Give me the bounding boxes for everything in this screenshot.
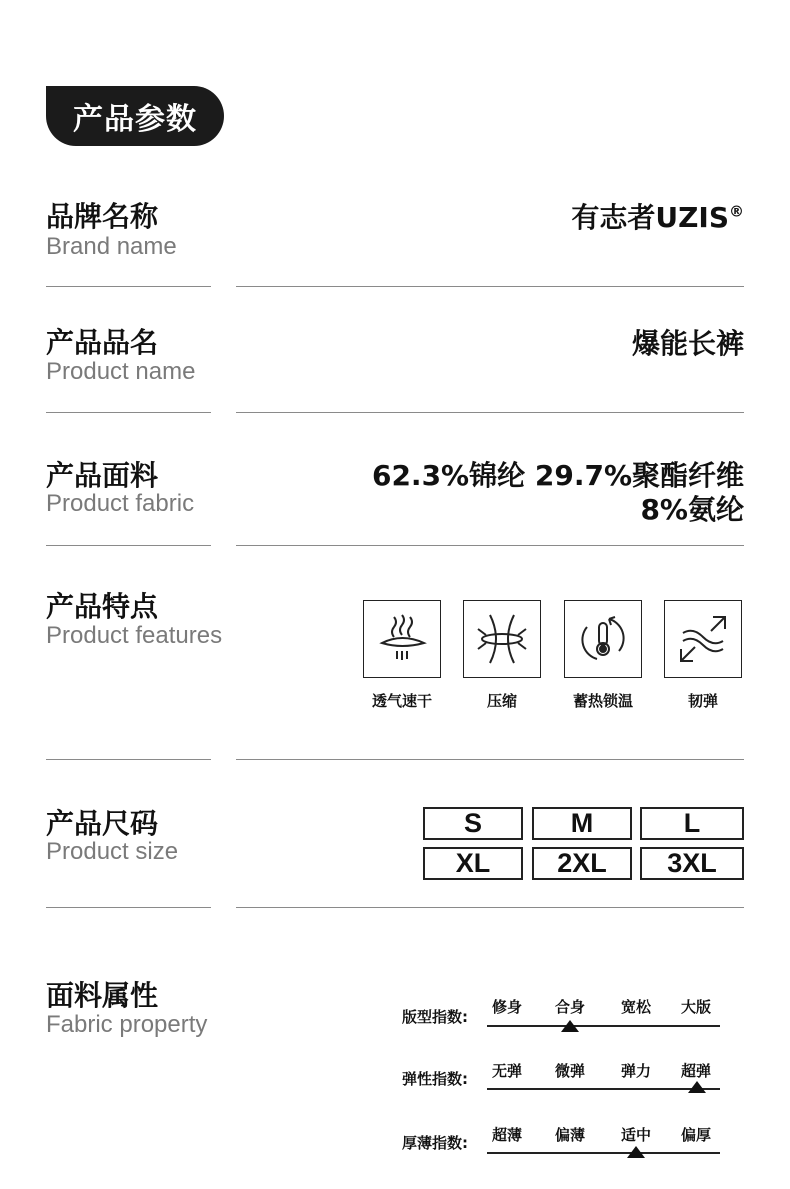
- thickness-index-label: 厚薄指数:: [402, 1134, 468, 1152]
- size-3xl: 3XL: [640, 847, 744, 880]
- thickness-option: 超薄: [491, 1126, 522, 1144]
- fabric-value: [372, 459, 744, 526]
- elastic-icon: [664, 600, 742, 678]
- elasticity-option: 超弹: [680, 1062, 711, 1080]
- fabric-label-en: Product fabric: [46, 490, 195, 517]
- size-xl: XL: [423, 847, 523, 880]
- divider: [236, 907, 744, 908]
- section-title: 产品参数: [46, 86, 224, 146]
- thermal-icon: [564, 600, 642, 678]
- feature-compression: [463, 600, 541, 711]
- divider: [46, 545, 211, 546]
- elasticity-option: 无弹: [491, 1062, 522, 1080]
- thickness-indicator-icon: [627, 1146, 645, 1158]
- feature-breathable: [363, 600, 441, 711]
- feature-thermal: [564, 600, 642, 711]
- feature-label: 韧弹: [687, 692, 718, 710]
- feature-label: 蓄热锁温: [572, 692, 633, 710]
- name-label-en: Product name: [46, 358, 196, 385]
- fit-index-label: 版型指数:: [402, 1008, 468, 1026]
- brand-value-text: 有志者UZIS: [571, 201, 729, 234]
- fit-option: 大版: [680, 998, 711, 1016]
- elasticity-index-label: 弹性指数:: [402, 1070, 468, 1088]
- brand-value: [571, 201, 744, 235]
- elasticity-option: 微弹: [554, 1062, 585, 1080]
- brand-label-en: Brand name: [46, 233, 177, 260]
- name-label-zh: 产品品名: [46, 326, 159, 359]
- fit-scale-track: [487, 1025, 720, 1027]
- size-l: L: [640, 807, 744, 840]
- elasticity-indicator-icon: [688, 1081, 706, 1093]
- divider: [46, 412, 211, 413]
- fabric-value-line1: 62.3%锦纶 29.7%聚酯纤维: [371, 459, 744, 492]
- name-value: 爆能长裤: [631, 327, 744, 360]
- thickness-scale-track: [487, 1152, 720, 1154]
- fabric-label-zh: 产品面料: [46, 459, 159, 492]
- breathable-quick-dry-icon: [363, 600, 441, 678]
- divider: [236, 759, 744, 760]
- fit-option: 合身: [554, 998, 585, 1016]
- thickness-option: 偏薄: [554, 1126, 585, 1144]
- registered-mark: ®: [729, 202, 744, 221]
- fit-indicator-icon: [561, 1020, 579, 1032]
- fit-option: 宽松: [620, 998, 651, 1016]
- property-label-en: Fabric property: [46, 1011, 208, 1038]
- fit-option: 修身: [491, 998, 522, 1016]
- size-label-en: Product size: [46, 838, 179, 865]
- size-label-zh: 产品尺码: [46, 807, 159, 840]
- size-m: M: [532, 807, 632, 840]
- thickness-option: 偏厚: [680, 1126, 711, 1144]
- size-2xl: 2XL: [532, 847, 632, 880]
- compression-icon: [463, 600, 541, 678]
- size-s: S: [423, 807, 523, 840]
- divider: [46, 759, 211, 760]
- divider: [236, 412, 744, 413]
- brand-label-zh: 品牌名称: [46, 200, 159, 233]
- feature-label: 透气速干: [371, 692, 432, 710]
- property-label-zh: 面料属性: [46, 979, 159, 1012]
- thickness-option: 适中: [620, 1126, 651, 1144]
- features-label-en: Product features: [46, 622, 223, 649]
- divider: [46, 907, 211, 908]
- elasticity-scale-track: [487, 1088, 720, 1090]
- feature-label: 压缩: [486, 692, 517, 710]
- features-label-zh: 产品特点: [46, 590, 159, 623]
- feature-elastic: [664, 600, 742, 711]
- divider: [236, 545, 744, 546]
- divider: [236, 286, 744, 287]
- fabric-value-line2: 8%氨纶: [640, 492, 744, 526]
- elasticity-option: 弹力: [620, 1062, 651, 1080]
- divider: [46, 286, 211, 287]
